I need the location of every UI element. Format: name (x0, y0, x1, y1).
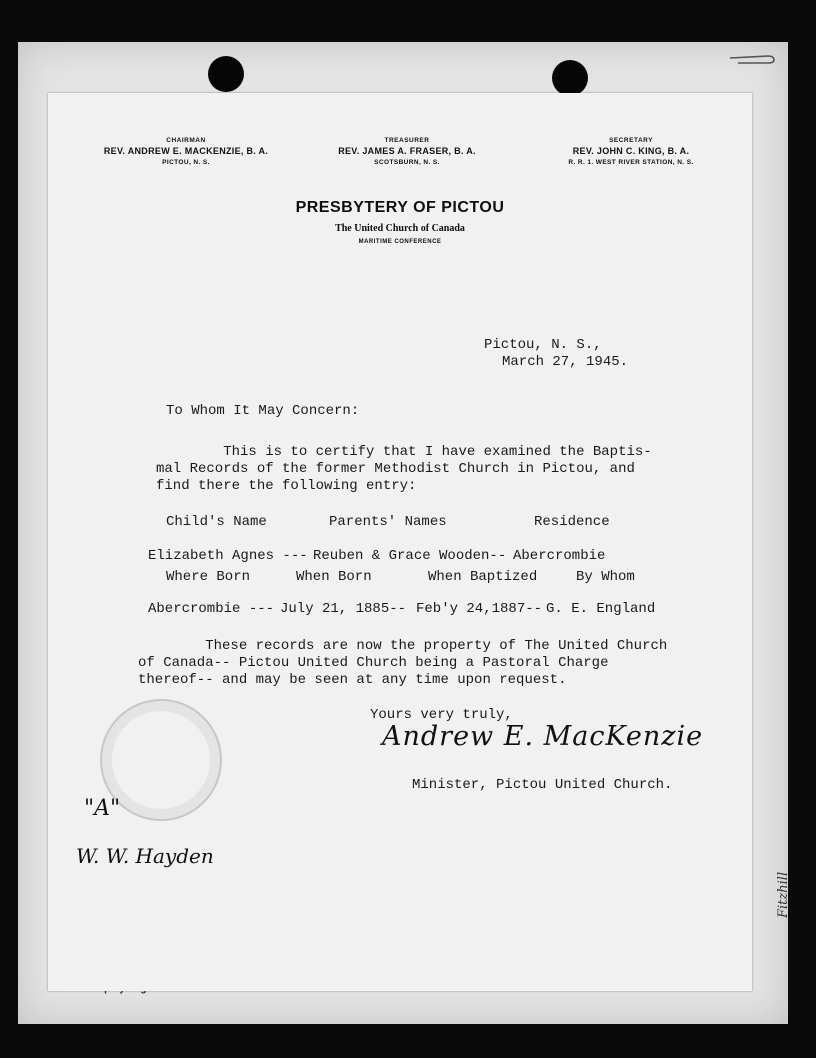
valediction: Yours very truly, (370, 707, 513, 723)
signer-title: Minister, Pictou United Church. (412, 777, 673, 793)
treasurer-block (312, 137, 502, 166)
treasurer-name: REV. JAMES A. FRASER, B. A. (338, 146, 476, 156)
header-parents-names: Parents' Names (329, 514, 447, 530)
letterhead-title: PRESBYTERY OF PICTOU (295, 199, 505, 216)
value-parents-names: Reuben & Grace Wooden-- (313, 548, 507, 564)
secretary-block (526, 137, 736, 166)
secretary-place: R. R. 1. WEST RIVER STATION, N. S. (568, 159, 694, 166)
punch-hole-right (552, 60, 588, 96)
value-when-born: July 21, 1885-- (280, 601, 407, 617)
header-where-born: Where Born (166, 569, 251, 585)
chairman-name: REV. ANDREW E. MACKENZIE, B. A. (103, 146, 269, 156)
intro-line-2: mal Records of the former Methodist Church in Pictou, and (156, 461, 635, 477)
chairman-place: PICTOU, N. S. (162, 159, 210, 166)
salutation: To Whom It May Concern: (166, 403, 360, 419)
value-by-whom: G. E. England (546, 601, 656, 617)
date-line: March 27, 1945. (502, 354, 629, 370)
paper-clip-icon (728, 48, 778, 68)
header-when-baptized: When Baptized (428, 569, 538, 585)
value-childs-name: Elizabeth Agnes --- (148, 548, 308, 564)
punch-hole-left (208, 56, 244, 92)
closing-line-1: These records are now the property of The United Church (138, 638, 668, 654)
value-where-born: Abercrombie --- (148, 601, 275, 617)
place-line: Pictou, N. S., (484, 337, 602, 353)
signature: Andrew E. MacKenzie (382, 721, 704, 752)
header-residence: Residence (534, 514, 610, 530)
exhibit-mark: "A" (84, 796, 121, 821)
closing-line-3: thereof-- and may be seen at any time upon request. (138, 672, 567, 688)
chairman-block (86, 137, 286, 166)
intro-line-3: find there the following entry: (156, 478, 417, 494)
secretary-name: REV. JOHN C. KING, B. A. (572, 146, 690, 156)
margin-note: Fitzhill (776, 871, 791, 918)
secretary-role: SECRETARY (609, 137, 653, 144)
treasurer-place: SCOTSBURN, N. S. (374, 159, 440, 166)
witness-signature: W. W. Hayden (76, 844, 214, 868)
letterhead-subtitle: The United Church of Canada (335, 223, 465, 234)
intro-line-1: This is to certify that I have examined the Baptis- (156, 444, 652, 460)
header-by-whom: By Whom (576, 569, 635, 585)
closing-line-2: of Canada-- Pictou United Church being a Pastoral Charge (138, 655, 609, 671)
header-when-born: When Born (296, 569, 372, 585)
chairman-role: CHAIRMAN (166, 137, 206, 144)
value-when-baptized: Feb'y 24,1887-- (416, 601, 543, 617)
letterhead-conference: MARITIME CONFERENCE (358, 239, 442, 245)
value-residence: Abercrombie (513, 548, 606, 564)
treasurer-role: TREASURER (384, 137, 430, 144)
header-childs-name: Child's Name (166, 514, 267, 530)
